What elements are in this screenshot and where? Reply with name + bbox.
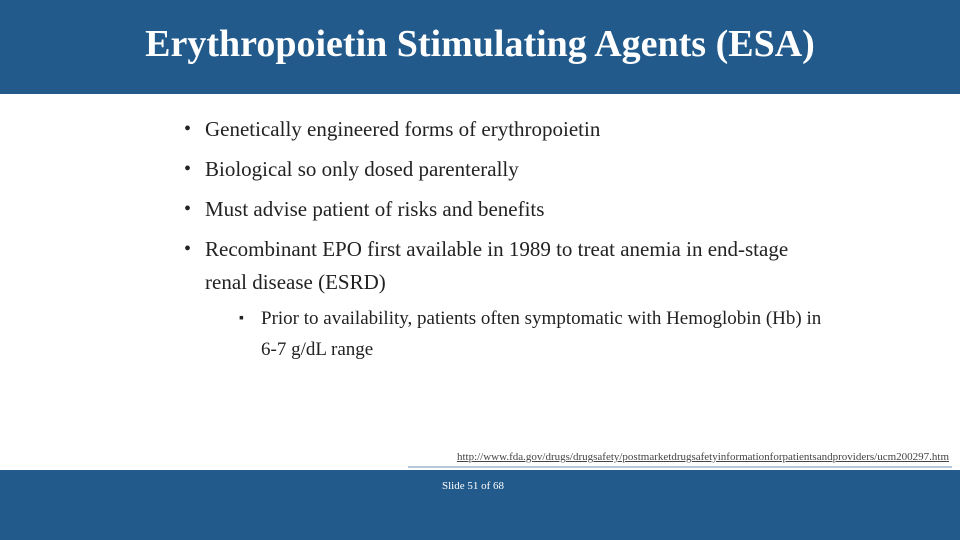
bullet-item xyxy=(184,153,824,186)
bullet-text: Must advise patient of risks and benefits xyxy=(205,197,545,221)
bullet-item xyxy=(184,193,824,226)
source-link[interactable]: http://www.fda.gov/drugs/drugsafety/postmarketdrugsafetyinformationforpatientsandproviders/ucm200297.htm xyxy=(456,451,949,463)
bullet-item xyxy=(184,113,824,146)
bullet-list xyxy=(184,113,824,365)
bullet-dot-icon: • xyxy=(184,158,192,180)
bullet-text: Genetically engineered forms of erythropoietin xyxy=(205,117,601,141)
slide-body xyxy=(184,113,824,372)
slide-number: Slide 51 of 68 xyxy=(442,480,505,492)
slide-header xyxy=(0,0,960,94)
link-divider xyxy=(408,466,952,468)
bullet-text: Recombinant EPO first available in 1989 to treat anemia in end-stage renal disease (ESRD) xyxy=(205,237,789,294)
slide-title: Erythropoietin Stimulating Agents (ESA) xyxy=(145,23,815,65)
bullet-dot-icon: • xyxy=(184,198,192,220)
sub-bullet-text: Prior to availability, patients often symptomatic with Hemoglobin (Hb) in 6-7 g/dL range xyxy=(261,308,822,360)
slide-footer xyxy=(0,470,960,540)
sub-bullet-list xyxy=(205,303,824,365)
bullet-item xyxy=(184,233,824,365)
bullet-text: Biological so only dosed parenterally xyxy=(205,157,519,181)
bullet-dot-icon: • xyxy=(184,238,192,260)
square-bullet-icon: ▪ xyxy=(239,311,244,326)
bullet-dot-icon: • xyxy=(184,118,192,140)
sub-bullet-item xyxy=(205,303,824,365)
